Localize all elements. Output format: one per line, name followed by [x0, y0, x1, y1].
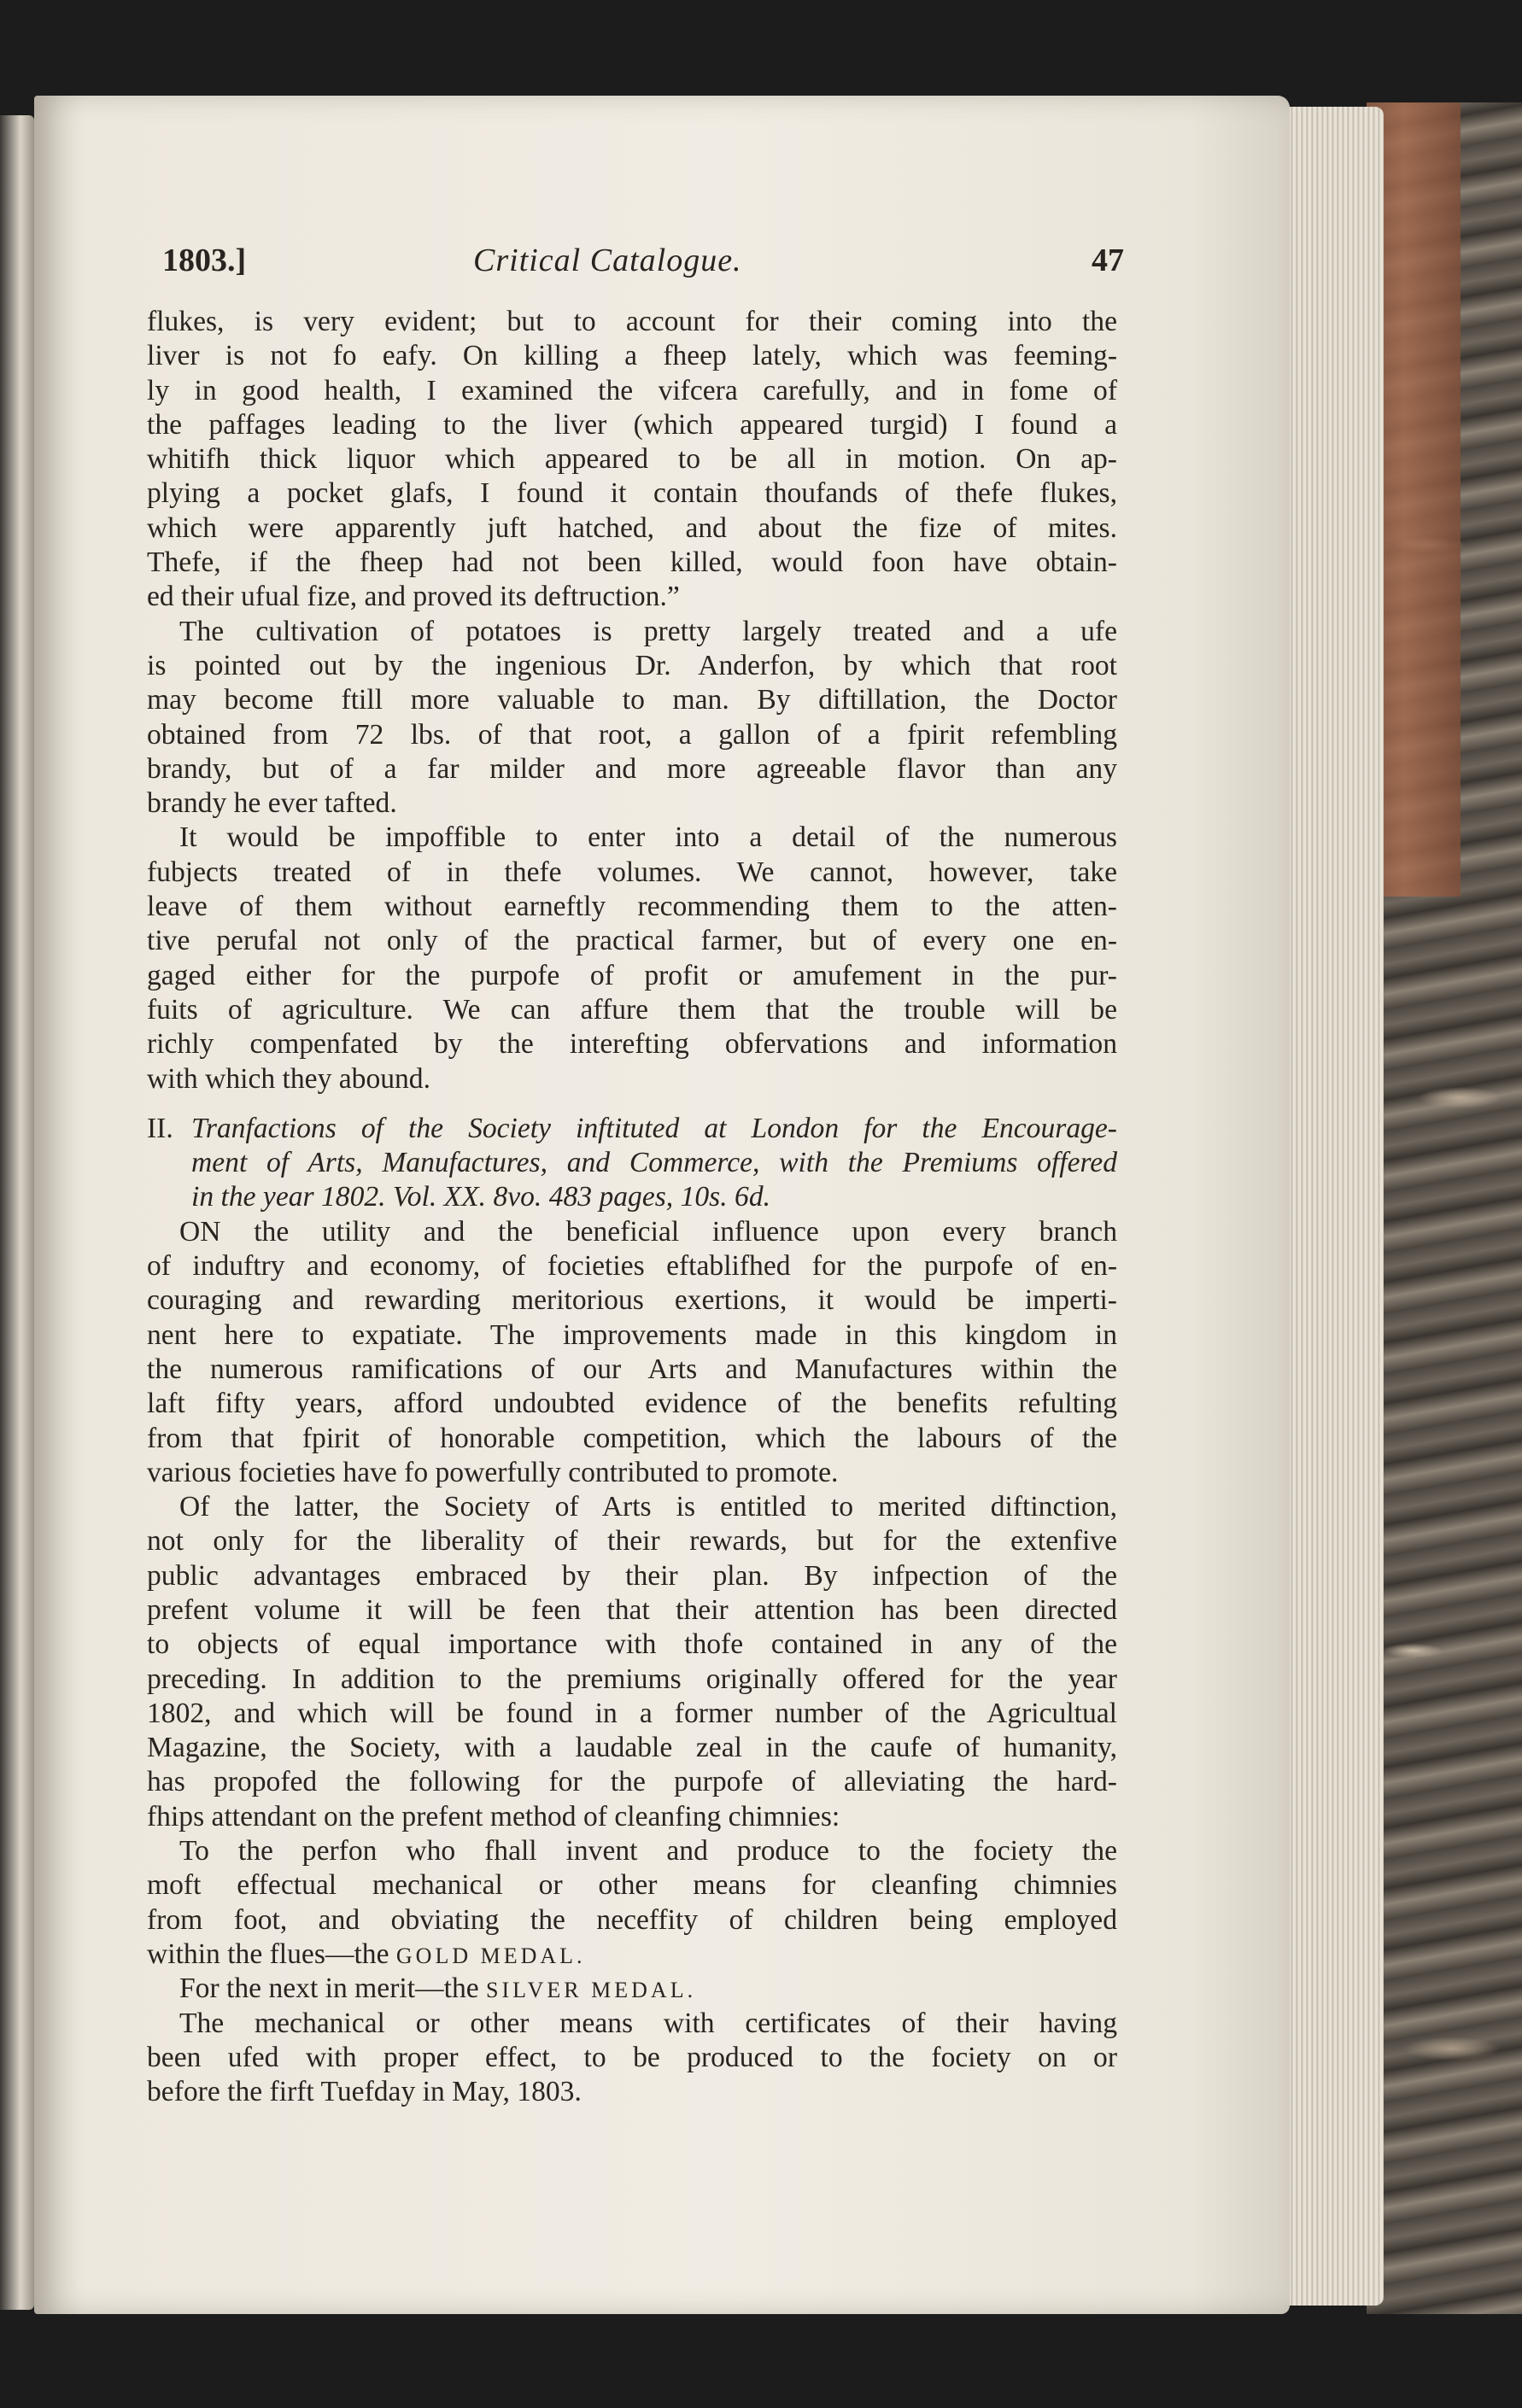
- text-line: to objects of equal importance with thofe contained in any of the: [147, 1628, 1117, 1661]
- paragraph-society: [147, 1490, 1117, 1834]
- text-line: tive perufal not only of the practical farmer, but of every one en-: [147, 925, 1117, 957]
- text-line: ON the utility and the beneficial influence upon every branch: [179, 1215, 1117, 1248]
- text-line: richly compenfated by the interefting obfervations and information: [147, 1028, 1117, 1061]
- paragraph-silver-medal: [147, 1972, 1117, 2006]
- text-line: various focieties have fo powerfully contributed to promote.: [147, 1456, 839, 1488]
- text-line: before the firft Tuefday in May, 1803.: [147, 2076, 582, 2108]
- text-line: with which they abound.: [147, 1062, 430, 1095]
- text-line: ly in good health, I examined the vifcera carefully, and in fome of: [147, 374, 1117, 406]
- paragraph-potatoes: [147, 615, 1117, 821]
- text-line: the paffages leading to the liver (which appeared turgid) I found a: [147, 408, 1117, 441]
- text-line: preceding. In addition to the premiums originally offered for the year: [147, 1663, 1117, 1695]
- text-line: To the perfon who fhall invent and produce to the fociety the: [179, 1835, 1117, 1867]
- text-line: moft effectual mechanical or other means for cleanfing chimnies: [147, 1869, 1117, 1902]
- text-line: not only for the liberality of their rewards, but for the extenfive: [147, 1525, 1117, 1558]
- text-line: the numerous ramifications of our Arts and Manufactures within the: [147, 1353, 1117, 1385]
- text-line: leave of them without earneftly recommending them to the atten-: [147, 891, 1117, 923]
- paragraph-utility: [147, 1215, 1117, 1490]
- silver-medal-label: SILVER MEDAL.: [486, 1978, 697, 2003]
- text-line: has propofed the following for the purpofe of alleviating the hard-: [147, 1766, 1117, 1798]
- text-line: Magazine, the Society, with a laudable zeal in the caufe of humanity,: [147, 1732, 1117, 1764]
- text-line: Thefe, if the fheep had not been killed, would foon have obtain-: [147, 546, 1117, 579]
- text-line: within the flues—the GOLD MEDAL.: [147, 1938, 586, 1970]
- text-line: may become ftill more valuable to man. By diftillation, the Doctor: [147, 684, 1117, 716]
- text-line: plying a pocket glafs, I found it contain thoufands of thefe flukes,: [147, 477, 1117, 510]
- text-line: prefent volume it will be feen that their attention has been directed: [147, 1593, 1117, 1626]
- text-line: It would be impoffible to enter into a detail of the numerous: [179, 821, 1117, 854]
- text-line: Of the latter, the Society of Arts is entitled to merited diftinction,: [179, 1491, 1117, 1523]
- text-line: public advantages embraced by their plan. By infpection of the: [147, 1559, 1117, 1592]
- text-line: The cultivation of potatoes is pretty largely treated and a ufe: [179, 615, 1117, 647]
- section-title-line: ment of Arts, Manufactures, and Commerce, with the Premiums offered: [191, 1147, 1117, 1179]
- paragraph-volumes: [147, 821, 1117, 1096]
- paragraph-gold-medal: [147, 1834, 1117, 1972]
- text-line: fhips attendant on the prefent method of cleanfing chimnies:: [147, 1800, 840, 1832]
- header-year: 1803.]: [162, 243, 247, 278]
- text-line: fuits of agriculture. We can affure them that the trouble will be: [147, 993, 1117, 1026]
- previous-page-edge: [0, 115, 34, 2310]
- text-line: For the next in merit—the SILVER MEDAL.: [179, 1973, 697, 2005]
- text-line: of induftry and economy, of focieties eftablifhed for the purpofe of en-: [147, 1250, 1117, 1283]
- text-line: fubjects treated of in thefe volumes. We cannot, however, take: [147, 856, 1117, 888]
- text-line: obtained from 72 lbs. of that root, a gallon of a fpirit refembling: [147, 718, 1117, 751]
- text-line: whitifh thick liquor which appeared to be all in motion. On ap-: [147, 443, 1117, 476]
- gold-medal-label: GOLD MEDAL.: [395, 1943, 586, 1968]
- text-line: is pointed out by the ingenious Dr. Anderfon, by which that root: [147, 649, 1117, 681]
- text-line: been ufed with proper effect, to be produced to the fociety on or: [147, 2041, 1117, 2073]
- text-line: brandy he ever tafted.: [147, 787, 397, 820]
- section-title-line: in the year 1802. Vol. XX. 8vo. 483 pages, 10s. 6d.: [191, 1181, 771, 1213]
- running-header: [147, 243, 1124, 284]
- text-line: 1802, and which will be found in a former number of the Agricultual: [147, 1697, 1117, 1729]
- page-text: [147, 243, 1124, 2109]
- paragraph-flukes: [147, 305, 1117, 615]
- text-line: from foot, and obviating the neceffity of children being employed: [147, 1903, 1117, 1936]
- text-line: ed their ufual fize, and proved its deftruction.”: [147, 581, 680, 613]
- text-line: gaged either for the purpofe of profit or amufement in the pur-: [147, 959, 1117, 991]
- text-line: liver is not fo eafy. On killing a fheep lately, which was feeming-: [147, 340, 1117, 372]
- header-title: Critical Catalogue.: [473, 243, 742, 278]
- section-title-line: Tranfactions of the Society inftituted at London for the Encourage-: [191, 1112, 1117, 1144]
- section-heading: [147, 1112, 1117, 1215]
- section-number: II.: [147, 1112, 173, 1144]
- text-line: brandy, but of a far milder and more agreeable flavor than any: [147, 752, 1117, 785]
- text-line: nent here to expatiate. The improvements made in this kingdom in: [147, 1318, 1117, 1351]
- text-line: from that fpirit of honorable competition, which the labours of the: [147, 1422, 1117, 1454]
- text-line: which were apparently juft hatched, and about the fize of mites.: [147, 511, 1117, 544]
- text-line: couraging and rewarding meritorious exertions, it would be imperti-: [147, 1284, 1117, 1317]
- page-number: 47: [1092, 243, 1124, 278]
- paragraph-certificates: [147, 2007, 1117, 2110]
- text-line: The mechanical or other means with certificates of their having: [179, 2007, 1117, 2039]
- text-line: laft fifty years, afford undoubted evidence of the benefits refulting: [147, 1388, 1117, 1420]
- text-line: flukes, is very evident; but to account for their coming into the: [147, 306, 1117, 337]
